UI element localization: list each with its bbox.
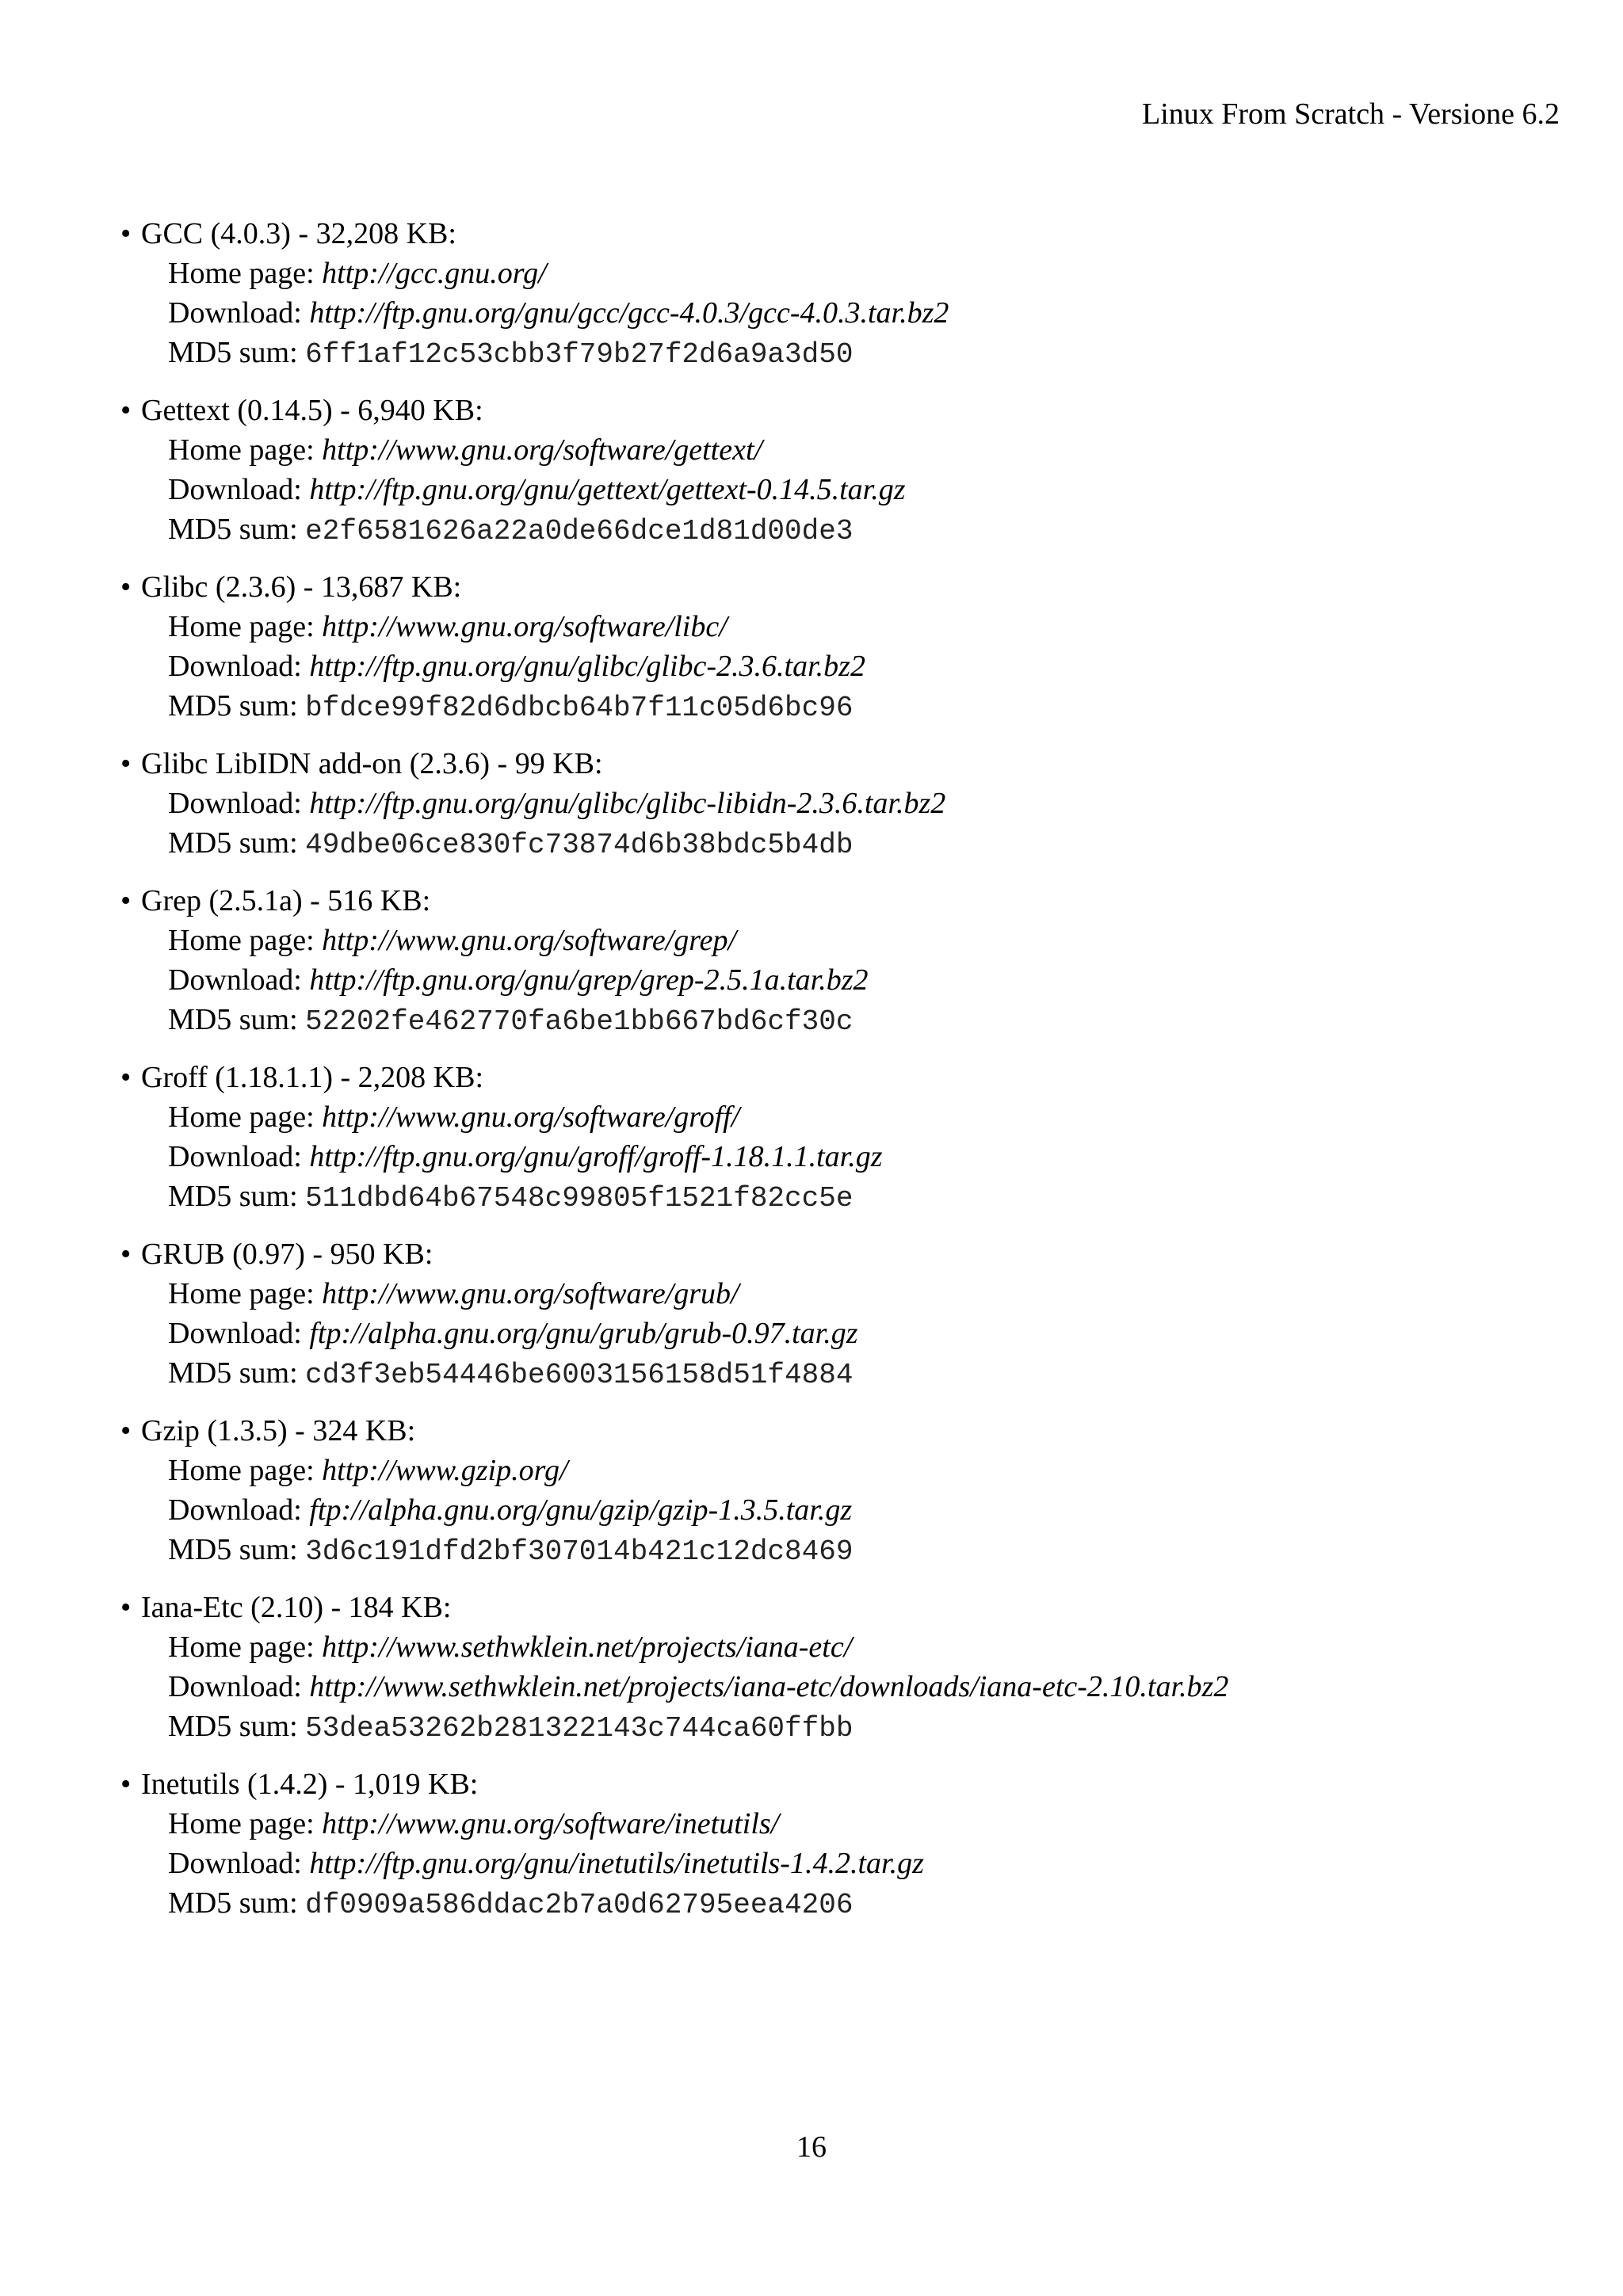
bullet: • <box>120 570 132 604</box>
download-label: Download: <box>168 963 310 997</box>
home-page-label: Home page: <box>168 1807 323 1840</box>
package-title <box>120 1058 1547 1097</box>
package-item <box>120 1764 1547 1925</box>
bullet: • <box>120 1238 132 1271</box>
md5-label: MD5 sum: <box>168 1356 306 1390</box>
download-link[interactable]: http://ftp.gnu.org/gnu/glibc/glibc-2.3.6.tar.bz2 <box>309 650 865 683</box>
md5-value: 6ff1af12c53cbb3f79b27f2d6a9a3d50 <box>305 338 854 371</box>
md5-value: 3d6c191dfd2bf307014b421c12dc8469 <box>305 1535 854 1568</box>
download-link[interactable]: http://ftp.gnu.org/gnu/grep/grep-2.5.1a.tar.bz2 <box>309 963 869 997</box>
bullet: • <box>120 1414 132 1447</box>
package-item <box>120 881 1547 1042</box>
home-page-link[interactable]: http://www.gnu.org/software/groff/ <box>322 1100 740 1134</box>
package-item <box>120 744 1547 865</box>
home-page-label: Home page: <box>168 610 323 643</box>
home-page-line <box>120 1451 1547 1490</box>
md5-line <box>120 686 1547 728</box>
download-line <box>120 1314 1547 1353</box>
md5-label: MD5 sum: <box>168 336 306 369</box>
bullet: • <box>120 1061 132 1094</box>
home-page-link[interactable]: http://www.gnu.org/software/grub/ <box>322 1277 739 1310</box>
download-label: Download: <box>168 1493 310 1527</box>
home-page-label: Home page: <box>168 1454 323 1487</box>
download-label: Download: <box>168 1140 310 1173</box>
package-title <box>120 1764 1547 1804</box>
download-line <box>120 1844 1547 1883</box>
package-title <box>120 1234 1547 1274</box>
bullet: • <box>120 394 132 427</box>
md5-value: cd3f3eb54446be6003156158d51f4884 <box>305 1359 854 1391</box>
package-item <box>120 391 1547 551</box>
home-page-label: Home page: <box>168 1277 323 1310</box>
package-item <box>120 1058 1547 1219</box>
home-page-line <box>120 1097 1547 1137</box>
home-page-link[interactable]: http://www.gnu.org/software/grep/ <box>322 924 737 957</box>
download-link[interactable]: http://ftp.gnu.org/gnu/inetutils/inetutils-1.4.2.tar.gz <box>309 1847 924 1880</box>
download-label: Download: <box>168 787 310 820</box>
home-page-line <box>120 1804 1547 1844</box>
package-name: GCC (4.0.3) - 32,208 KB: <box>141 217 456 250</box>
package-title <box>120 391 1547 430</box>
home-page-link[interactable]: http://www.gnu.org/software/libc/ <box>322 610 727 643</box>
download-label: Download: <box>168 473 310 506</box>
home-page-link[interactable]: http://www.gnu.org/software/gettext/ <box>322 433 763 467</box>
home-page-line <box>120 1274 1547 1314</box>
download-link[interactable]: http://ftp.gnu.org/gnu/groff/groff-1.18.1.1.tar.gz <box>309 1140 883 1173</box>
download-line <box>120 1137 1547 1177</box>
md5-label: MD5 sum: <box>168 513 306 546</box>
home-page-line <box>120 430 1547 470</box>
package-title <box>120 214 1547 254</box>
md5-line <box>120 823 1547 865</box>
download-label: Download: <box>168 296 310 330</box>
bullet: • <box>120 1591 132 1624</box>
md5-label: MD5 sum: <box>168 1533 306 1566</box>
md5-value: df0909a586ddac2b7a0d62795eea4206 <box>305 1889 854 1921</box>
download-label: Download: <box>168 1317 310 1350</box>
md5-label: MD5 sum: <box>168 1180 306 1213</box>
download-line <box>120 470 1547 509</box>
home-page-link[interactable]: http://www.gnu.org/software/inetutils/ <box>322 1807 780 1840</box>
md5-value: bfdce99f82d6dbcb64b7f11c05d6bc96 <box>305 692 854 724</box>
md5-line <box>120 1530 1547 1572</box>
page-number: 16 <box>796 2130 827 2164</box>
home-page-link[interactable]: http://www.sethwklein.net/projects/iana-etc/ <box>322 1630 853 1664</box>
home-page-label: Home page: <box>168 1100 323 1134</box>
md5-label: MD5 sum: <box>168 689 306 723</box>
md5-value: 49dbe06ce830fc73874d6b38bdc5b4db <box>305 829 854 861</box>
package-name: Glibc LibIDN add-on (2.3.6) - 99 KB: <box>141 747 603 780</box>
package-name: Glibc (2.3.6) - 13,687 KB: <box>141 570 462 604</box>
md5-label: MD5 sum: <box>168 1710 306 1743</box>
md5-line <box>120 333 1547 375</box>
package-item <box>120 1234 1547 1395</box>
running-header: Linux From Scratch - Versione 6.2 <box>1142 97 1560 131</box>
home-page-line <box>120 1627 1547 1667</box>
download-line <box>120 960 1547 1000</box>
bullet: • <box>120 217 132 250</box>
download-link[interactable]: http://ftp.gnu.org/gnu/glibc/glibc-libidn-2.3.6.tar.bz2 <box>309 787 946 820</box>
download-line <box>120 293 1547 333</box>
md5-value: 53dea53262b281322143c744ca60ffbb <box>305 1712 854 1745</box>
package-item <box>120 1411 1547 1572</box>
md5-value: 52202fe462770fa6be1bb667bd6cf30c <box>305 1005 854 1038</box>
package-list <box>120 214 1547 1941</box>
md5-line <box>120 1000 1547 1042</box>
bullet: • <box>120 884 132 917</box>
md5-line <box>120 1707 1547 1749</box>
home-page-link[interactable]: http://www.gzip.org/ <box>322 1454 568 1487</box>
md5-label: MD5 sum: <box>168 1003 306 1036</box>
download-label: Download: <box>168 1847 310 1880</box>
package-name: Groff (1.18.1.1) - 2,208 KB: <box>141 1061 484 1094</box>
download-label: Download: <box>168 650 310 683</box>
download-link[interactable]: http://ftp.gnu.org/gnu/gettext/gettext-0.14.5.tar.gz <box>309 473 906 506</box>
download-link[interactable]: ftp://alpha.gnu.org/gnu/gzip/gzip-1.3.5.tar.gz <box>309 1493 853 1527</box>
home-page-link[interactable]: http://gcc.gnu.org/ <box>322 257 547 290</box>
download-line <box>120 646 1547 686</box>
md5-line <box>120 509 1547 551</box>
package-item <box>120 567 1547 728</box>
package-name: Grep (2.5.1a) - 516 KB: <box>141 884 431 917</box>
package-name: Gettext (0.14.5) - 6,940 KB: <box>141 394 483 427</box>
bullet: • <box>120 747 132 780</box>
download-link[interactable]: ftp://alpha.gnu.org/gnu/grub/grub-0.97.tar.gz <box>309 1317 858 1350</box>
md5-value: 511dbd64b67548c99805f1521f82cc5e <box>305 1182 854 1215</box>
download-link[interactable]: http://ftp.gnu.org/gnu/gcc/gcc-4.0.3/gcc-4.0.3.tar.bz2 <box>309 296 949 330</box>
package-title <box>120 1411 1547 1451</box>
download-line <box>120 784 1547 823</box>
md5-label: MD5 sum: <box>168 1886 306 1920</box>
package-name: Iana-Etc (2.10) - 184 KB: <box>141 1591 452 1624</box>
package-title <box>120 744 1547 784</box>
home-page-label: Home page: <box>168 924 323 957</box>
home-page-line <box>120 921 1547 960</box>
package-item <box>120 214 1547 375</box>
md5-line <box>120 1353 1547 1395</box>
md5-label: MD5 sum: <box>168 826 306 860</box>
package-title <box>120 881 1547 921</box>
home-page-label: Home page: <box>168 1630 323 1664</box>
download-line <box>120 1667 1547 1707</box>
home-page-label: Home page: <box>168 433 323 467</box>
package-title <box>120 567 1547 607</box>
download-line <box>120 1490 1547 1530</box>
md5-line <box>120 1177 1547 1219</box>
home-page-line <box>120 607 1547 646</box>
package-item <box>120 1588 1547 1749</box>
package-title <box>120 1588 1547 1627</box>
home-page-label: Home page: <box>168 257 323 290</box>
bullet: • <box>120 1768 132 1801</box>
package-name: Gzip (1.3.5) - 324 KB: <box>141 1414 416 1447</box>
package-name: GRUB (0.97) - 950 KB: <box>141 1238 433 1271</box>
home-page-line <box>120 254 1547 293</box>
download-label: Download: <box>168 1670 310 1703</box>
md5-value: e2f6581626a22a0de66dce1d81d00de3 <box>305 515 854 547</box>
download-link[interactable]: http://www.sethwklein.net/projects/iana-etc/downloads/iana-etc-2.10.tar.bz2 <box>309 1670 1229 1703</box>
package-name: Inetutils (1.4.2) - 1,019 KB: <box>141 1768 479 1801</box>
md5-line <box>120 1883 1547 1925</box>
